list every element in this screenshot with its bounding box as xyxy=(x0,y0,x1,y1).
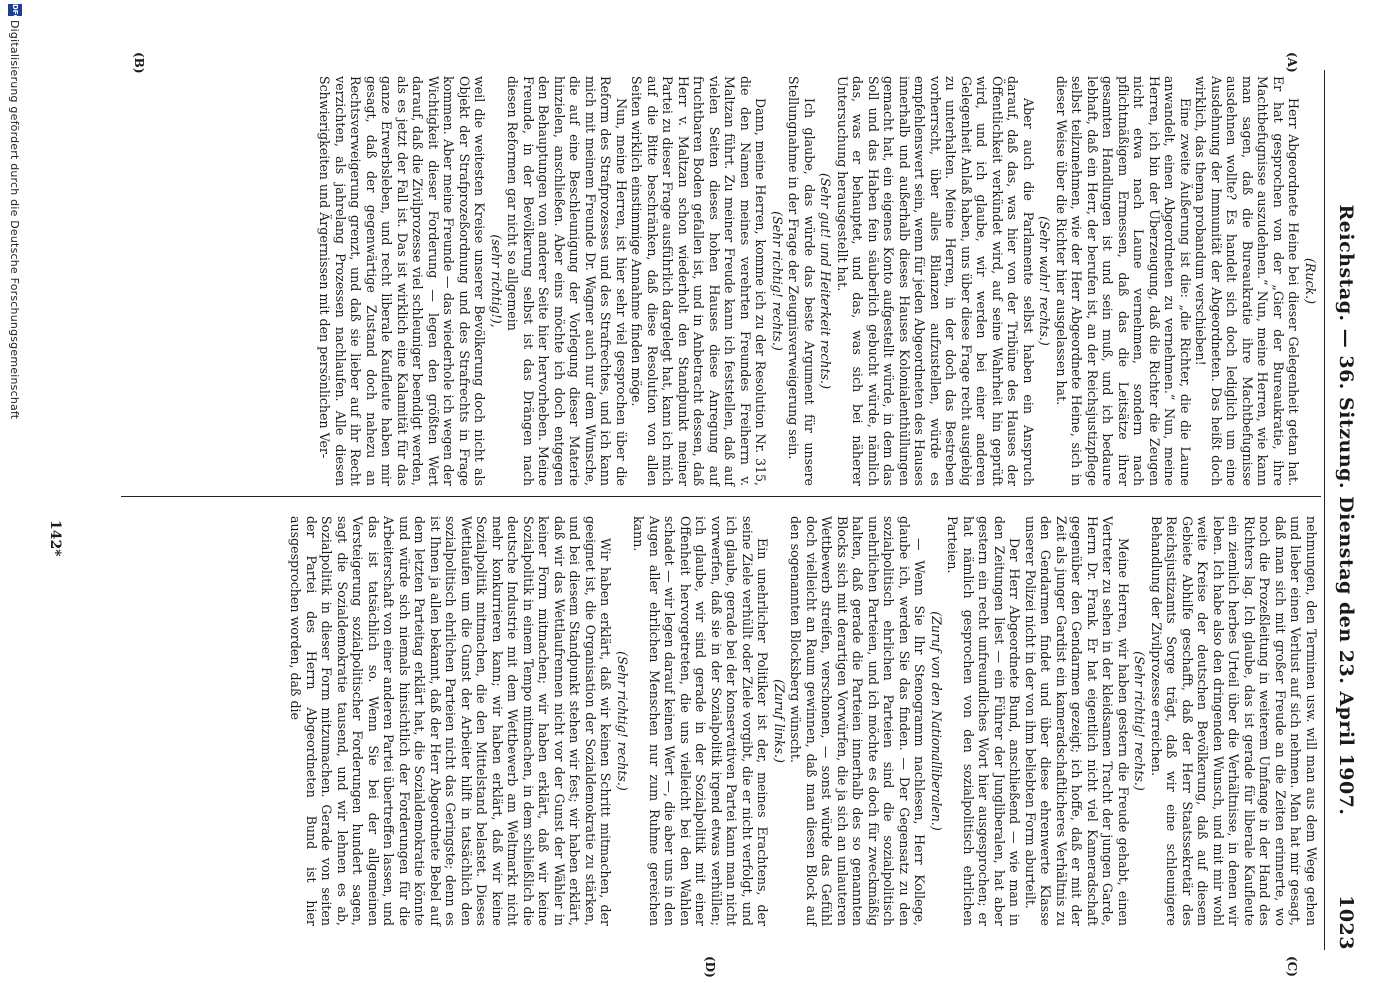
right-column-interjection: (Sehr richtig! rechts.) xyxy=(615,651,630,791)
margin-mark-b: (B) xyxy=(132,52,146,74)
left-column-paragraph: Aber auch die Parlamente selbst haben ein Anspruch darauf, daß das, was hier von der Tribüne des Hauses der Öffentlichkeit verkündet wird, auf seine Wahrheit hin geprüft wird, und ich glaube, wir werden bei einer anderen Gelegenheit Anlaß haben, uns über diese Frage recht ausgiebig zu unterhalten. Meine Herren, in der doch das Bestreben vorherrscht, über alles Bilanzen aufzustellen, würde es empfehlenswert sein, wenn für jeden Abgeordneten des Hauses innerhalb und außerhalb dieses Hauses Kolonialenthüllungen gemacht hat, ein eigenes Konto aufgestellt würde, in dem das Soll und das Haben fein säuberlich gebucht würde, nämlich das, was er behauptet, und das, was sich bei näherer Untersuchung herausgestellt hat. xyxy=(835,76,1036,486)
signature-mark: 142* xyxy=(47,520,63,557)
right-column-interjection: (Zuruf von den Nationalliberalen.) xyxy=(929,611,944,831)
right-column-paragraph: Ein unehrlicher Politiker ist der, meines Erachtens, der seine Ziele verhüllt oder Ziele vorgibt, die er nicht verfolgt, und ich glaube, gerade bei der konservativen Partei kann man nicht vorwerfen, daß sie in der Sozialpolitik irgend etwas verhüllen; ich glaube, wir sind gerade in der Sozialpolitik mit einer Offenheit hervorgetreten, die uns vielleicht bei den Wahlen schadet — wir legen darauf keinen Wert —, die aber uns in den Augen aller ehrlichen Menschen nur zum Ruhme gereichen kann. xyxy=(631,516,771,926)
header-title: Reichstag. — 36. Sitzung. Dienstag den 23. April 1907. xyxy=(1335,204,1357,816)
page-header xyxy=(1331,70,1361,950)
left-column-paragraph: Herr Abgeordnete Heine bei dieser Gelegenheit getan hat. Er hat gesprochen von der „Gier der Bureaukratie, ihre Machtbefugnisse auszudehnen.“ Nun, meine Herren, wie kann man sagen, daß die Bureaukratie ihre Machtbefugnisse ausdehnen wollte? Es handelt sich doch lediglich um eine Ausdehnung der Immunität der Abgeordneten. Das heißt doch wirklich, das thema probandum verschieben! xyxy=(1193,76,1302,486)
digitization-note-text: Digitalisierung gefördert durch die Deutsche Forschungsgemeinschaft xyxy=(8,20,21,420)
right-column-paragraph: — Wenn Sie Ihr Stenogramm nachlesen, Herr Kollege, glaube ich, werden Sie das finden. — Der Gegensatz zu den sozialpolitisch ehrlichen Parteien sind die sozialpolitisch unehrlichen Parteien, und ich möchte es doch für zweckmäßig halten, daß gerade die Parteien innerhalb des so genannten Blocks sich mit derartigen Vorwürfen, die ja sich an unlauteren Wettbewerb streifen, verschonen, — sonst würde das Gefühl doch vielleicht an Raum gewinnen, daß man diesen Block auf den sogenannten Blocksberg wünscht. xyxy=(788,516,928,926)
right-column-paragraph: nehmungen, den Terminen usw. will man aus dem Wege gehen und lieber einen Verlust auf sich nehmen. Man hat mir gesagt, daß man sich mit großer Freude an die Zeiten erinnerte, wo noch die Prozeßleitung in weiterem Umfange in der Hand des Richters lag. Ich glaube, das ist gerade für liberale Kaufleute ein ziemlich herbes Urteil über die Verhältnisse, in denen wir leben. Ich habe also den dringenden Wunsch, und mit mir wohl weite Kreise der deutschen Bevölkerung, daß auf diesem Gebiete Abhilfe geschafft, daß der Herr Staatssekretär des Reichsjustizamts Sorge trägt, daß wir eine schleunigere Behandlung der Zivilprozesse erreichen. xyxy=(1149,516,1319,926)
left-column-interjection: (Sehr richtig! rechts.) xyxy=(770,211,785,351)
left-column-paragraph: Ich glaube, das würde das beste Argument für unsere Stellungnahme in der Frage der Zeugnisverweigerung sein. xyxy=(786,76,817,486)
left-column-interjection: (sehr richtig!), xyxy=(489,234,504,328)
right-column-paragraph: Meine Herren, wir haben gestern die Freude gehabt, einen Vertreter zu sehen in der kleidsamen Tracht der jungen Garde, Herrn Dr. Frank. Er hat eigentlich nicht viel Kameradschaft gegenüber den Gendarmen gezeigt; ich hoffe, daß er mit der Zeit als junger Gardist ein kameradschaftlicheres Verhältnis zu den Gendarmen findet und über diese ehrenwerte Klasse unserer Polizei nicht in der von ihm beliebten Form aburteilt. xyxy=(1023,516,1131,926)
left-column-paragraph: Dann, meine Herren, komme ich zu der Resolution Nr. 315, die den Namen meines verehrten Freundes Freiherrn v. Maltzan führt. Zu meiner Freude kann ich feststellen, daß auf vielen Seiten dieses hohen Hauses diese Anregung auf fruchtbaren Boden gefallen ist, und in Anbetracht dessen, daß Herr v. Maltzan schon wiederholt den Standpunkt meiner Partei zu dieser Frage ausführlich dargelegt hat, kann ich mich auf die Bitte beschränken, daß diese Resolution von allen Seiten wirklich einstimmige Annahme finden möge. xyxy=(629,76,769,486)
right-column-interjection: (Sehr richtig! rechts.) xyxy=(1132,651,1148,791)
right-column-interjection: (Zuruf links.) xyxy=(772,679,787,763)
right-column-paragraph: Wir haben erklärt, daß wir keinen Schritt mitmachen, der geeignet ist, die Organisation der Sozialdemokratie zu stärken, und bei diesem Standpunkt stehen wir fest; wir haben erklärt, daß wir das Wettlaufrennen nicht vor der Gunst der Wähler in keiner Form mitmachen; wir haben erklärt, daß wir keine Sozialpolitik in einem Tempo mitmachen, in dem schließlich die deutsche Industrie mit dem Wettbewerb am Weltmarkt nicht mehr konkurrieren kann; wir haben erklärt, daß wir keine Sozialpolitik mitmachen, die den Mittelstand belastet. Dieses Wettlaufen um die Gunst der Arbeiter hilft in tatsächlich den sozialpolitisch ehrlichen Parteien nicht das Geringste; denn es ist Ihnen ja allen bekannt, daß der Herr Abgeordnete Bebel auf dem letzten Parteitag erklärt hat, die Sozialdemokratie könnte und würde sich niemals hinsichtlich der Forderungen für die Arbeiterschaft von einer anderen Partei übertreffen lassen, und das ist tatsächlich so. Wenn Sie bei der allgemeinen Versteigerung sozialpolitischer Forderungen hundert sagen, sagt die Sozialdemokratie tausend, und wir lehnen es ab, Sozialpolitik in dieser Form mitzumachen. Gerade von seiten der Partei des Herrn Abgeordneten Bund ist hier ausgesprochen worden, daß die xyxy=(288,516,614,926)
left-column-paragraph: Eine zweite Äußerung ist die: „die Richter, die die Laune anwandelt, einen Abgeordneten zu vernehmen.“ Nun, meine Herren, ich bin der Überzeugung, daß die Richter die Zeugen nicht etwa nach Laune vernehmen, sondern nach pflichtmäßigem Ermessen, daß das die Leitsätze ihrer gesamten Handlungen ist und sein muß, und ich bedaure lebhaft, daß ein Herr, der berufen ist, an der Reichsjustizpflege selbst teilzunehmen, wie der Herr Abgeordnete Heine, sich in dieser Weise über die Richter hier ausgelassen hat. xyxy=(1054,76,1193,486)
right-column-paragraph: Der Herr Abgeordnete Bund, anschließend — wie man in den Zeitungen liest — ein Führer der Jungliberalen, hat aber gestern ein recht unfreundliches Wort hier ausgesprochen; er hat nämlich gesprochen von den sozialpolitisch ehrlichen Parteien. xyxy=(945,516,1023,926)
dfg-logo-icon: DFG xyxy=(8,4,22,16)
page-number: 1023 xyxy=(1335,895,1357,950)
margin-mark-c: (C) xyxy=(1285,956,1299,977)
right-column xyxy=(288,516,1319,926)
left-column-paragraph: Nun, meine Herren, ist hier sehr viel gesprochen über die Reform des Strafprozesses und des Strafrechtes, und ich kann mich mit meinem Freunde Dr. Wagner auch nur dem Wunsche, die auf eine Beschleunigung der Vorlegung dieser Materie hinzielen, anschließen. Aber eins möchte ich doch entgegen den Behauptungen von anderer Seite hier hervorheben. Meine Freunde, in der Bevölkerung selbst ist das Drängen nach diesen Reformen gar nicht so allgemein xyxy=(505,76,629,486)
digitization-note xyxy=(3,0,23,1000)
left-column-paragraph: weil die weitesten Kreise unserer Bevölkerung doch nicht als Objekt der Strafprozeßordnung und des Strafrechts in Frage kommen. Aber meine Freunde — das wiederhole ich wegen der Wichtigkeit dieser Forderung — legen den größten Wert darauf, daß die Zivilprozesse viel schleuniger beendigt werden, als es jetzt der Fall ist. Das ist wirklich eine Kalamität für das ganze Erwerbsleben, und recht liberale Kaufleute haben mir gesagt, daß der gegenwärtige Zustand doch nahezu an Rechtsverweigerung grenzt, und daß sie lieber auf ihr Recht verzichten, als jahrelang Prozessen nachlaufen. Alle diesen Schwierigkeiten und Ärgernissen mit den persönlichen Ver- xyxy=(317,76,488,486)
margin-mark-a: (A) xyxy=(1285,52,1299,73)
left-column xyxy=(317,76,1319,486)
left-column-interjection: (Sehr gut! und Heiterkeit rechts.) xyxy=(818,173,834,389)
column-divider xyxy=(121,496,1321,497)
left-column-interjection: (Sehr wahr! rechts.) xyxy=(1037,216,1053,346)
header-rule xyxy=(1324,70,1325,950)
left-column-interjection: (Ruck.) xyxy=(1303,257,1318,305)
margin-mark-d: (D) xyxy=(703,956,717,978)
